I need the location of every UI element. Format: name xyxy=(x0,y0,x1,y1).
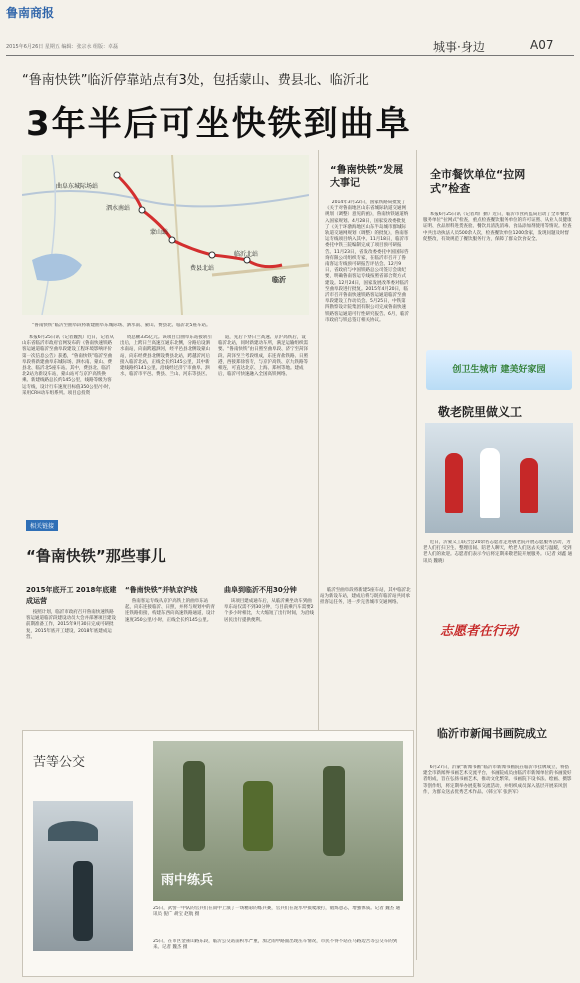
related-title: “鲁南快铁”那些事儿 xyxy=(26,547,166,565)
story2-title: 敬老院里做义工 xyxy=(438,405,523,419)
related-box-1-text: 按照计划，临沂市政府召开鲁南快速铁路客运通道临沂段建设动员大会并部署项目建设前期准备工作，2015年9月30日完成可研批复，2015年底开工建设，2018年底建成运营。 xyxy=(26,610,116,640)
soldier-2 xyxy=(243,781,273,851)
story2-text: 近日，沂蒙义工联合会20余名志愿者走进敬老院开展志愿服务活动，为老人们打扫卫生、整理房间、陪老人聊天，给老人们送去关爱与温暖，受到老人们的欢迎。志愿者们表示今后将定期来敬老院开展服务。（记者 刘鑫 通讯员 魏晓） xyxy=(423,540,573,564)
ad-banner xyxy=(426,350,572,390)
related-box-3 xyxy=(224,585,314,645)
map-label-qufu: 曲阜东城际场站 xyxy=(56,183,99,190)
related-box-2 xyxy=(125,585,217,725)
map-label-linyi: 临沂 xyxy=(272,276,286,284)
bus-stop-photo xyxy=(33,801,133,951)
photo-caption-1: 25日，武警一中队的官兵们在雨中上演了一场精彩的练兵赛，官兵们在泥水中摸爬滚打，锻炼意志，增强体质。记者 魏杰 通讯员 倪广 胡宝 赵航 摄 xyxy=(153,906,401,918)
lead-body-col2 xyxy=(120,335,212,503)
soldier-1 xyxy=(183,761,205,851)
story1-title: 全市餐饮单位“拉网式”检查 xyxy=(430,168,526,195)
timeline-title: “鲁南快铁”发展大事记 xyxy=(330,165,404,189)
paper-name: 鲁南商报 xyxy=(6,6,55,20)
map-label-mengshan: 蒙山站 xyxy=(150,229,169,236)
person-shape xyxy=(73,861,93,941)
story-headline: 3年半后可坐快铁到曲阜 xyxy=(26,104,412,144)
lead-body-col1 xyxy=(22,335,114,503)
section-title: 城事·身边 xyxy=(433,40,485,54)
training-inset-title: 雨中练兵 xyxy=(161,873,214,888)
map-caption: “鲁南快铁”临沂至曲阜段将新建曲阜东城际场、泗水南、蒙山、费县北、临沂北5座车站。 xyxy=(32,323,211,328)
story3-title: 临沂市新闻书画院成立 xyxy=(437,727,547,740)
related-box-1-title: 2015年底开工 2018年底建成运营 xyxy=(26,586,117,605)
map-label-feixian: 费县北站 xyxy=(190,265,215,272)
story3-text: 6月27日，沂蒙“新闻书画”临沂市新闻书画院在临沂市挂牌成立，将搭建全市新闻界书画艺术交流平台，书画院成员由临沂市新闻单位的书画爱好者组成，旨在弘扬书画艺术，推动文化繁荣。书画院下设书法、绘画、摄影等创作组，将定期举办展览和交流活动，并组织成员深入基层开展采风创作，为群众送去优秀艺术作品。（韩立军 张洪军） xyxy=(423,765,572,795)
related-tag: 相关链接 xyxy=(26,520,58,531)
lead-body-col2-text: 资总额335亿元。该项目自曲阜东站接轨引出后，上跨日兰高速互通东北侧，分路后设泗水南站，向南跨越泗河，经平邑县北侧设蒙山站，向东经费县北侧设费县北站，跨越沂河后接入临沂北站，正线全长约145公里，其中新建线路约141公里。沿线经过济宁市曲阜、泗水，临沂市平邑、费县、兰山、河东等县区。 xyxy=(120,335,212,378)
volunteer-logo: 志愿者在行动 xyxy=(440,624,519,639)
volunteer-figure-3 xyxy=(520,458,538,513)
related-box-4 xyxy=(320,585,412,725)
training-photo xyxy=(153,741,403,901)
route-map xyxy=(22,155,309,315)
related-box-3-text: 该项目建成通车后，从临沂乘坐动车到曲阜东站仅需不到30分钟，与目前乘汽车需要2个多小时相比，大大缩短了出行时间，为沿线居民出行提供便利。 xyxy=(224,599,314,623)
story1-text: 本报6月25日讯（记者周广勤）近日，临沂市食药监局启动了全市餐饮服务单位“拉网式”检查，重点检查餐饮服务单位的许可证照、从业人员健康证明、食品原料进货查验、餐饮具清洗消毒、食品添加剂使用等情况。检查中共出动执法人员500余人次，检查餐饮单位1200余家，发现问题及时督促整改，有效规范了餐饮服务行为，保障了群众饮食安全。 xyxy=(423,212,572,242)
photo-section xyxy=(22,730,414,977)
photo-caption-2: 25日，在市区金雀山路东段，临沂公交站前积水严重，加之雨中路面出现压车情况，市民不得不站在马路边苦等公交车的到来。记者 魏杰 摄 xyxy=(153,939,398,951)
story2-body xyxy=(423,540,573,610)
ad-title: 创卫生城市 建美好家园 xyxy=(452,365,546,375)
map-label-sishui: 泗水南站 xyxy=(106,205,131,212)
page-number: A07 xyxy=(530,38,554,52)
related-box-1 xyxy=(26,585,118,725)
map-label-linyi-north: 临沂北站 xyxy=(234,251,259,258)
dateline: 2015年6月26日 星期五 编辑：张宗水 组版：卓磊 xyxy=(6,44,119,50)
soldier-3 xyxy=(323,766,345,856)
related-box-2-title: “鲁南快铁”并轨京沪线 xyxy=(125,586,198,594)
umbrella-shape xyxy=(48,821,98,841)
volunteer-figure-1 xyxy=(445,453,463,513)
story3-body xyxy=(423,765,573,975)
timeline-body xyxy=(325,200,409,580)
column-divider xyxy=(318,150,319,730)
story-kicker: “鲁南快铁”临沂停靠站点有3处，包括蒙山、费县北、临沂北 xyxy=(22,73,369,88)
masthead-rule xyxy=(6,55,574,56)
volunteer-figure-2 xyxy=(480,448,500,518)
volunteer-photo xyxy=(425,423,573,533)
lead-body-col1-text: 本报6月25日讯（记者魏凯）近日，记者从山东省临沂市政府官网发布的《鲁南快速铁路客运通道临沂至曲阜段建设工程环境影响评价第一次信息公告》获悉，“鲁南快铁”临沂至曲阜段将新建曲阜东城际场、泗水南、蒙山、费县北、临沂北5座车站。其中，费县北、临沂北2站为新设车站，蒙山站可与京沪高铁换乘。新建线路总长约145公里，线路等级为客运专线，设计行车速度目标值350公里/小时，采用CRH动车组系列。项目总投资 xyxy=(22,335,114,396)
related-box-2-text: 鲁南客运专线从京沪高铁上的曲阜东站起，向东连接临沂、日照，并将与规划中的青连铁路衔接，构建东西向高速铁路通道，设计速度350公里/小时，正线全长约145公里。 xyxy=(125,599,215,623)
right-column-divider xyxy=(416,150,417,960)
lead-body-col3-text: 道，先后下穿日兰高速、京沪高铁后，设临沂北站，同时新建动车所，满足运输组织需要。“鲁南快铁”由日照至曲阜段、济宁至菏泽段、菏泽至兰考段组成，东连青盐铁路、日照港，西接郑徐客专，与京沪高铁、京九铁路等相连，可直达北京、上海、郑州等地。建成后，临沂可快速融入全国高铁网络。 xyxy=(218,335,309,378)
story1-body xyxy=(423,212,573,342)
related-box-4-text: 临沂至曲阜段将新建5座车站，其中临沂北站为新设车站，建成后将与既有临沂站共同承担客运任务，进一步完善城市交通网络。 xyxy=(320,588,411,606)
lead-body-col3 xyxy=(218,335,310,503)
photo-section-title: 苦等公交 xyxy=(33,755,86,770)
timeline-text: 2014年3月22日，国家铁路局批复了《关于对鲁南地区山东省城际轨道交通网规划（调整）意见的函》，鲁南快铁通道纳入国家规划。4月28日，国家发改委批复了《关于环渤海地区山东半岛城市群城际轨道交通网规划（调整）的批复》，鲁南客运专线项目纳入其中。11月18日，临沂市委托中铁三院编制完成了项目预可研报告。11月23日，省发改委委托中国国际咨询有限公司组织专家，在临沂市召开了鲁南客运专线预可研报告评估会。12月9日，省政府与中国铁路总公司签订会谈纪要，明确鲁南客运专线按照省部合资方式建设。12月24日，国家发展改革委对临沂至曲阜段进行批复。2015年4月20日，临沂市召开鲁南快速铁路客运通道临沂至曲阜段建设工作动员会。5月25日，中铁第四勘察设计院集团有限公司完成鲁南快速铁路客运通道可行性研究报告。6月，临沂市政府与铁总签订相关协议。 xyxy=(325,200,409,323)
related-box-3-title: 曲阜到临沂不用30分钟 xyxy=(224,586,297,594)
